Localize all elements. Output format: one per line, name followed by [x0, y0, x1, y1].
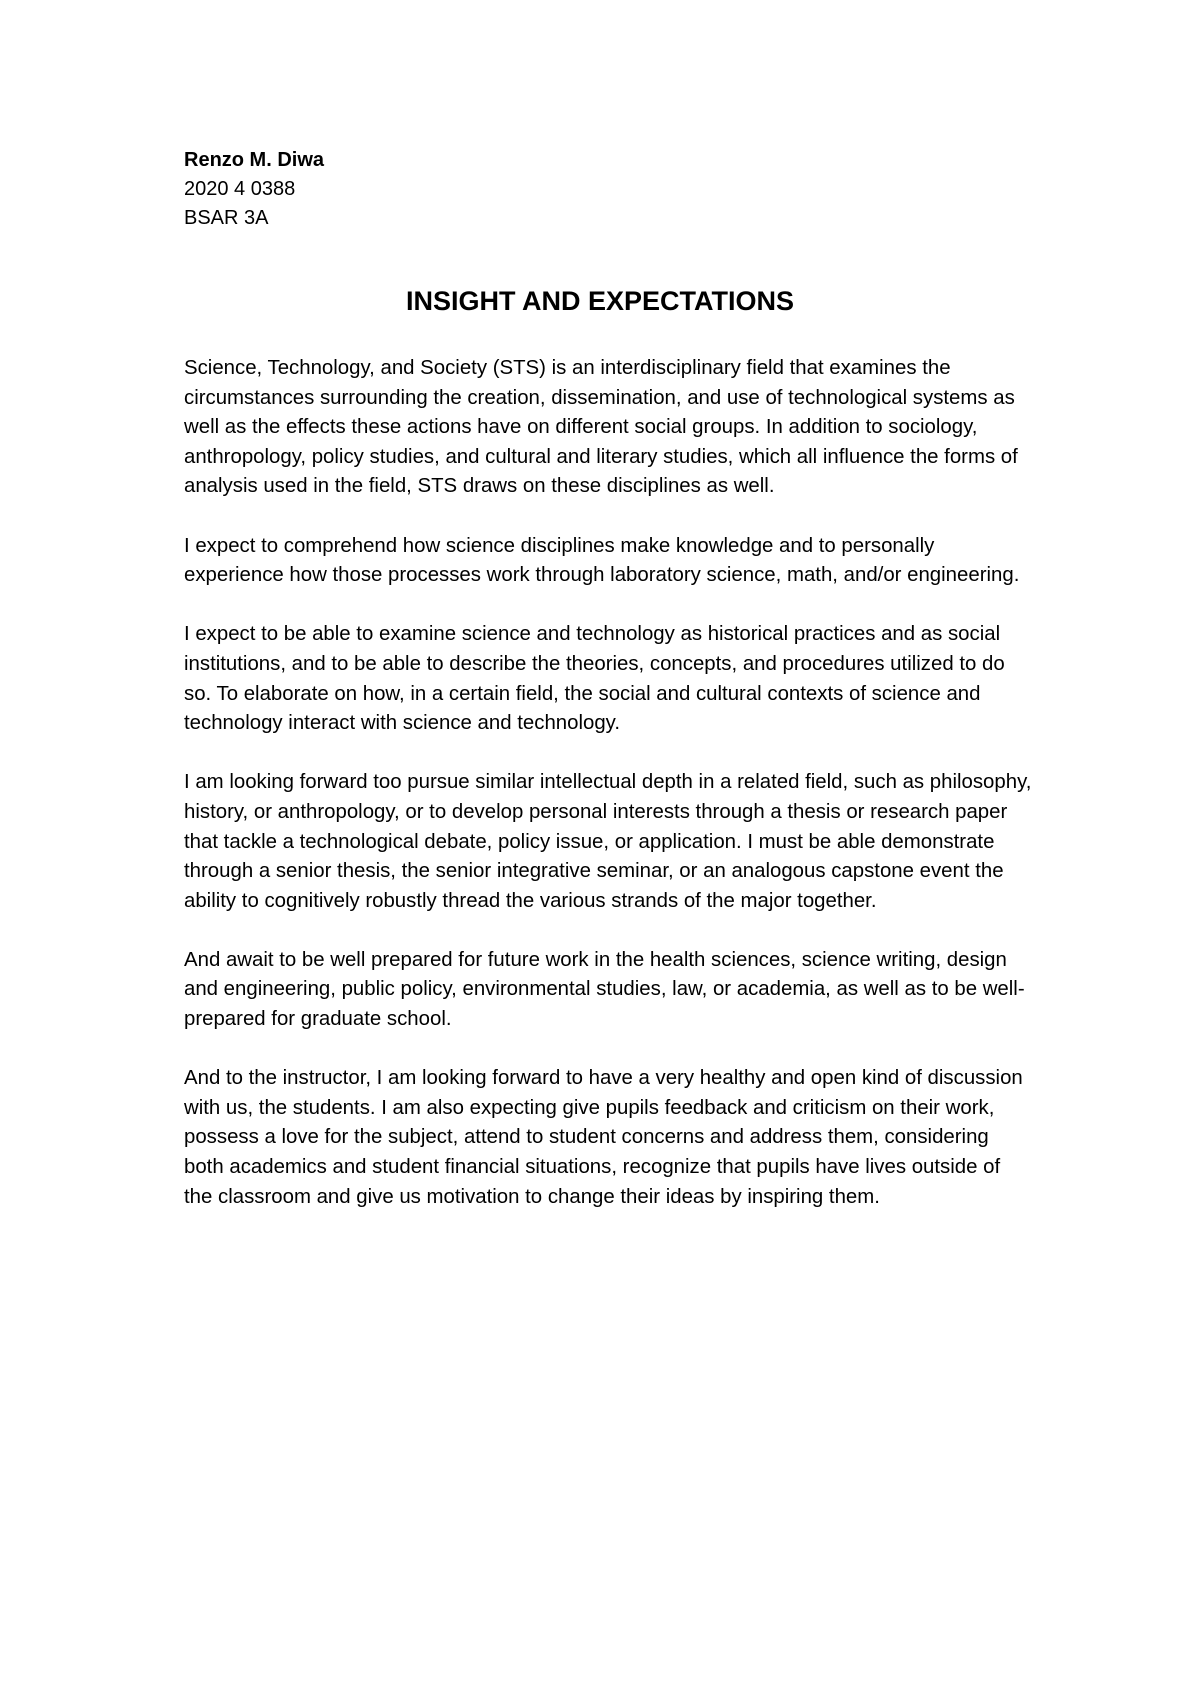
paragraph-sts-definition: Science, Technology, and Society (STS) is an interdisciplinary field that examines the circumstances surrounding the creation, dissemination, and use of technological systems as well as the effects these actions have on different social groups. In addition to sociology, anthropology, policy studies, and cultural and literary studies, which all influence the forms of analysis used in the field, STS draws on these disciplines as well. — [184, 357, 1018, 498]
author-info — [184, 146, 684, 233]
document-title: INSIGHT AND EXPECTATIONS — [405, 286, 795, 316]
paragraph-expectation-future: And await to be well prepared for future work in the health sciences, science writing, design and engineering, public policy, environmental studies, law, or academia, as well as to be well-prepared for graduate school. — [184, 948, 1025, 1031]
paragraph-instructor: And to the instructor, I am looking forward to have a very healthy and open kind of discussion with us, the students. I am also expecting give pupils feedback and criticism on their work, possess a love for the subject, attend to student concerns and address them, considering both academics and student financial situations, recognize that pupils have lives outside of the classroom and give us motivation to change their ideas by inspiring them. — [184, 1067, 1023, 1208]
paragraph-expectation-knowledge: I expect to comprehend how science disciplines make knowledge and to personally experience how those processes work through laboratory science, math, and/or engineering. — [184, 534, 1020, 587]
student-number: 2020 4 0388 — [184, 178, 296, 200]
section-label: BSAR 3A — [184, 207, 269, 229]
paragraph-expectation-depth: I am looking forward too pursue similar intellectual depth in a related field, such as philosophy, history, or anthropology, or to develop personal interests through a thesis or research paper that tackle a technological debate, policy issue, or application. I must be able demonstrate through a senior thesis, the senior integrative seminar, or an analogous capstone event the ability to cognitively robustly thread the various strands of the major together. — [184, 771, 1032, 912]
author-name: Renzo M. Diwa — [184, 149, 325, 171]
document-body — [184, 354, 1034, 1242]
paragraph-expectation-examine: I expect to be able to examine science and technology as historical practices and as social institutions, and to be able to describe the theories, concepts, and procedures utilized to do so. To elaborate on how, in a certain field, the social and cultural contexts of science and technology interact with science and technology. — [184, 623, 1005, 735]
